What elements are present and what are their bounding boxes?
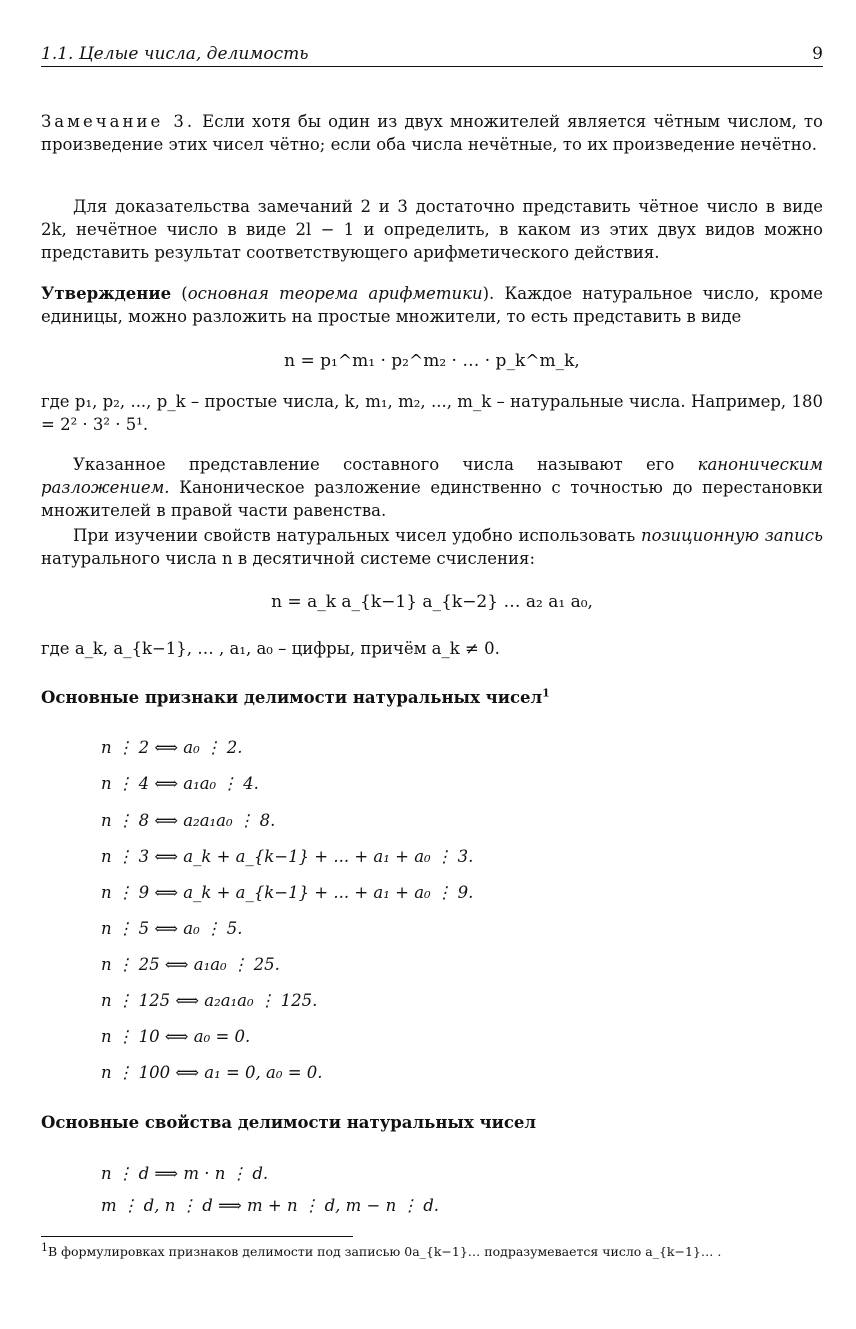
theorem-text: Каждое натуральное число, кроме единицы, можно разложить на простые множители, то есть представить в виде: [41, 284, 824, 326]
theorem-after: где p₁, p₂, ..., p_k – простые числа, k, m₁, m₂, ..., m_k – натуральные числа. Например, 180 = 2² · 3² · 5¹.: [41, 392, 823, 434]
theorem-name: основная теорема арифметики: [187, 284, 483, 303]
digits-line: где a_k, a_{k−1}, … , a₁, a₀ – цифры, причём a_k ≠ 0.: [41, 639, 500, 658]
signs-title: Основные признаки делимости натуральных чисел: [41, 688, 543, 707]
page-number: 9: [812, 44, 823, 64]
proof-paragraph: Для доказательства замечаний 2 и 3 достаточно представить чётное число в виде 2k, нечётное число в виде 2l − 1 и определить, в каком из этих двух видов можно представить результат соответствующего арифметического действия.: [41, 197, 823, 262]
properties-heading: Основные свойства делимости натуральных чисел: [41, 1113, 537, 1132]
canonical-after: Каноническое разложение единственно с точностью до перестановки множителей в правой части равенства.: [41, 478, 823, 520]
footnote-ref: 1: [542, 686, 550, 700]
footnote-rule: [41, 1236, 353, 1237]
remark-text: Если хотя бы один из двух множителей является чётным числом, то произведение этих чисел чётно; если оба числа нечётные, то их произведение нечётно.: [41, 112, 823, 154]
canonical-paragraph: [41, 453, 823, 522]
footnote-mark: 1: [41, 1240, 48, 1254]
signs-heading: [41, 688, 550, 707]
positional-after: натурального числа n в десятичной системе счисления:: [41, 549, 536, 568]
canonical-term: каноническим разложением.: [41, 455, 824, 497]
remark-label: Замечание 3.: [41, 112, 196, 131]
theorem: Утверждение (основная теорема арифметики). Каждое натуральное число, кроме единицы, можно разложить на простые множители, то есть представить в виде: [41, 284, 824, 326]
positional-formula: n = a_k a_{k−1} a_{k−2} … a₂ a₁ a₀,: [271, 592, 593, 612]
running-header: [41, 44, 823, 67]
canonical-before: Указанное представление составного числа называют его: [73, 455, 675, 474]
theorem-label: Утверждение: [41, 284, 172, 303]
factorization-formula: n = p₁^m₁ · p₂^m₂ · … · p_k^m_k,: [284, 351, 580, 371]
footnote: [41, 1240, 823, 1260]
positional-before: При изучении свойств натуральных чисел удобно использовать: [73, 526, 636, 545]
footnote-text: В формулировках признаков делимости под записью 0a_{k−1}… подразумевается число a_{k−1}… .: [48, 1244, 722, 1259]
section-title: 1.1. Целые числа, делимость: [41, 44, 309, 64]
positional-paragraph: [41, 524, 823, 570]
remark-3: [41, 110, 823, 156]
positional-term: позиционную запись: [640, 526, 824, 545]
